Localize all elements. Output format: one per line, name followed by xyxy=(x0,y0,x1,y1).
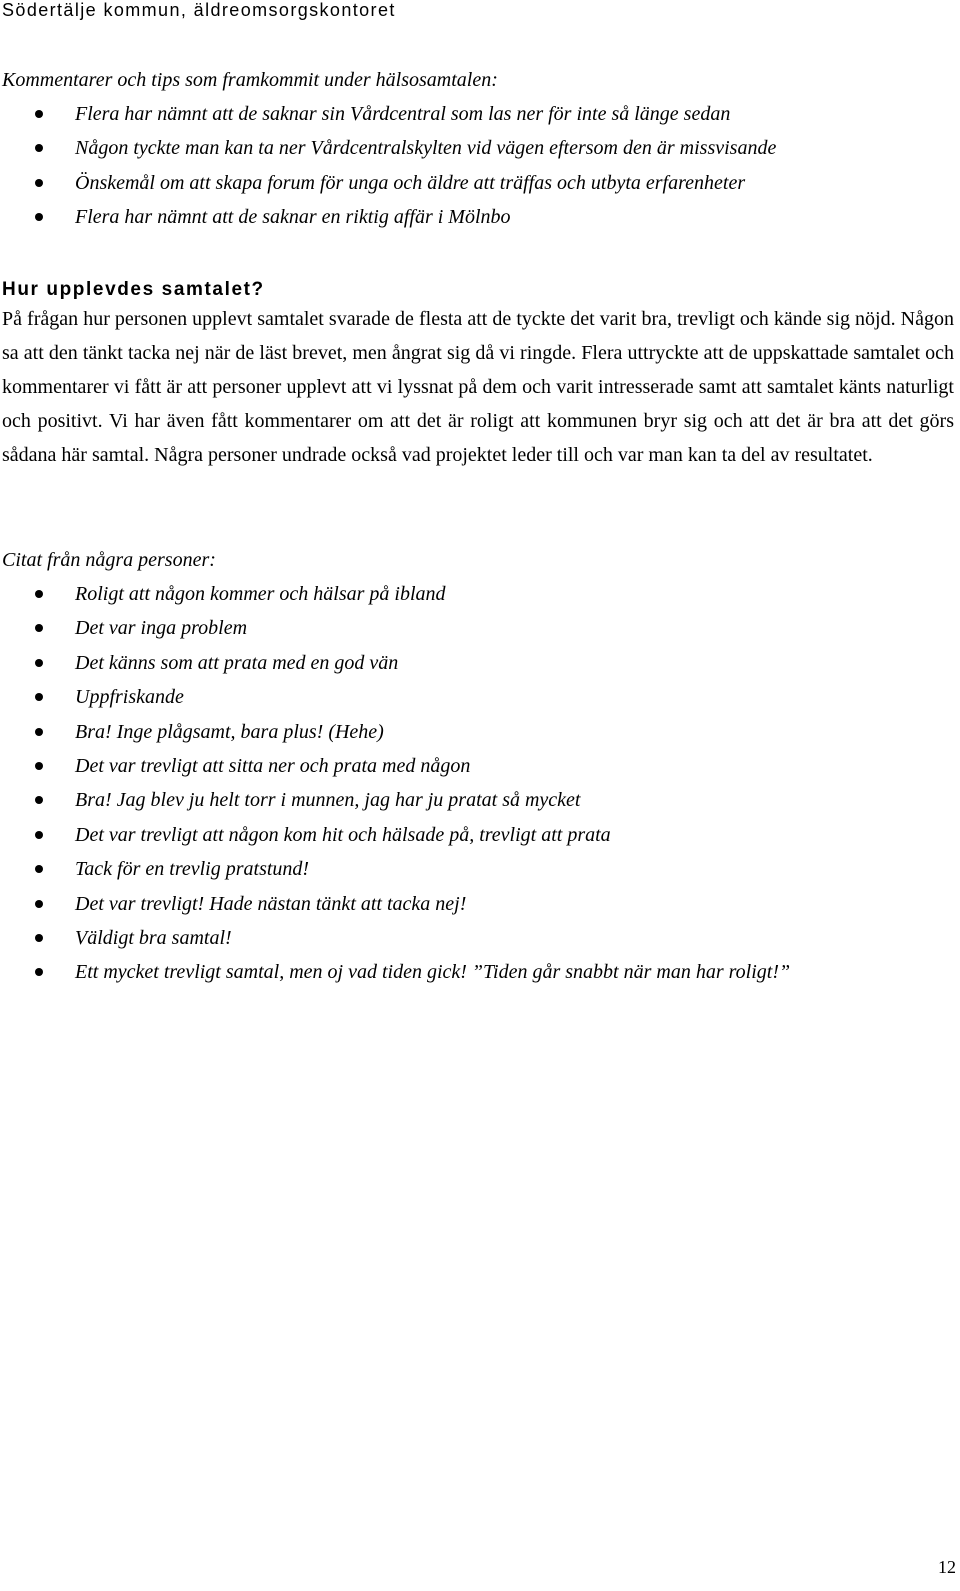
list-item-text: Det känns som att prata med en god vän xyxy=(75,651,399,674)
list-item-text: Någon tyckte man kan ta ner Vårdcentralskylten vid vägen eftersom den är missvisande xyxy=(75,137,777,160)
bullet-icon xyxy=(35,728,43,736)
list-item xyxy=(2,200,952,234)
bullet-icon xyxy=(35,144,43,152)
list-item-text: Det var trevligt att någon kom hit och hälsade på, trevligt att prata xyxy=(75,823,611,846)
running-header: Södertälje kommun, äldreomsorgskontoret xyxy=(2,0,396,20)
list-item-text: Ett mycket trevligt samtal, men oj vad tiden gick! ”Tiden går snabbt när man har roligt!” xyxy=(75,961,791,984)
comments-label: Kommentarer och tips som framkommit under hälsosamtalen: xyxy=(2,69,498,91)
experience-section xyxy=(2,278,952,472)
bullet-icon xyxy=(35,659,43,667)
list-item xyxy=(2,131,952,165)
bullet-icon xyxy=(35,590,43,598)
list-item-text: Det var trevligt att sitta ner och prata med någon xyxy=(75,755,471,778)
bullet-icon xyxy=(35,762,43,770)
comments-list xyxy=(2,97,952,235)
list-item xyxy=(2,577,952,611)
list-item-text: Väldigt bra samtal! xyxy=(75,927,232,950)
list-item xyxy=(2,783,952,817)
list-item-text: Bra! Jag blev ju helt torr i munnen, jag har ju pratat så mycket xyxy=(75,789,581,812)
quotes-label: Citat från några personer: xyxy=(2,549,216,571)
list-item-text: Det var inga problem xyxy=(75,617,248,640)
list-item-text: Uppfriskande xyxy=(75,686,184,709)
list-item xyxy=(2,749,952,783)
quotes-section xyxy=(2,543,952,990)
bullet-icon xyxy=(35,624,43,632)
list-item xyxy=(2,818,952,852)
bullet-icon xyxy=(35,900,43,908)
list-item xyxy=(2,166,952,200)
list-item-text: Önskemål om att skapa forum för unga och äldre att träffas och utbyta erfarenheter xyxy=(75,171,746,194)
bullet-icon xyxy=(35,796,43,804)
list-item xyxy=(2,97,952,131)
section-heading: Hur upplevdes samtalet? xyxy=(2,279,265,300)
bullet-icon xyxy=(35,968,43,976)
comments-section xyxy=(2,63,952,235)
list-item-text: Roligt att någon kommer och hälsar på ibland xyxy=(75,583,446,605)
bullet-icon xyxy=(35,110,43,118)
list-item-text: Flera har nämnt att de saknar sin Vårdcentral som las ner för inte så länge sedan xyxy=(75,103,731,125)
experience-paragraph: På frågan hur personen upplevt samtalet svarade de flesta att de tyckte det varit bra, trevligt och kände sig nöjd. Någon sa att den tänkt tacka nej när de läst brevet, men ångrat sig då vi ringde. Flera uttryckte att de uppskattade samtalet och kommentarer vi fått är att personer upplevt att vi lyssnat på dem och varit intresserade samt att samtalet känts naturligt och positivt. Vi har även fått kommentarer om att det är roligt att kommunen bryr sig och att det är bra att det görs sådana här samtal. Några personer undrade också vad projektet leder till och var man kan ta del av resultatet. xyxy=(2,308,954,466)
list-item xyxy=(2,680,952,714)
bullet-icon xyxy=(35,934,43,942)
bullet-icon xyxy=(35,865,43,873)
bullet-icon xyxy=(35,831,43,839)
list-item xyxy=(2,852,952,886)
list-item xyxy=(2,611,952,645)
page-number: 12 xyxy=(938,1557,956,1577)
bullet-icon xyxy=(35,693,43,701)
quotes-list xyxy=(2,577,952,990)
list-item-text: Bra! Inge plågsamt, bara plus! (Hehe) xyxy=(75,720,384,743)
list-item xyxy=(2,646,952,680)
bullet-icon xyxy=(35,213,43,221)
list-item xyxy=(2,715,952,749)
list-item xyxy=(2,887,952,921)
list-item-text: Det var trevligt! Hade nästan tänkt att tacka nej! xyxy=(75,892,467,915)
list-item-text: Tack för en trevlig pratstund! xyxy=(75,858,310,881)
list-item-text: Flera har nämnt att de saknar en riktig affär i Mölnbo xyxy=(75,206,511,229)
list-item xyxy=(2,921,952,955)
bullet-icon xyxy=(35,179,43,187)
list-item xyxy=(2,955,952,989)
